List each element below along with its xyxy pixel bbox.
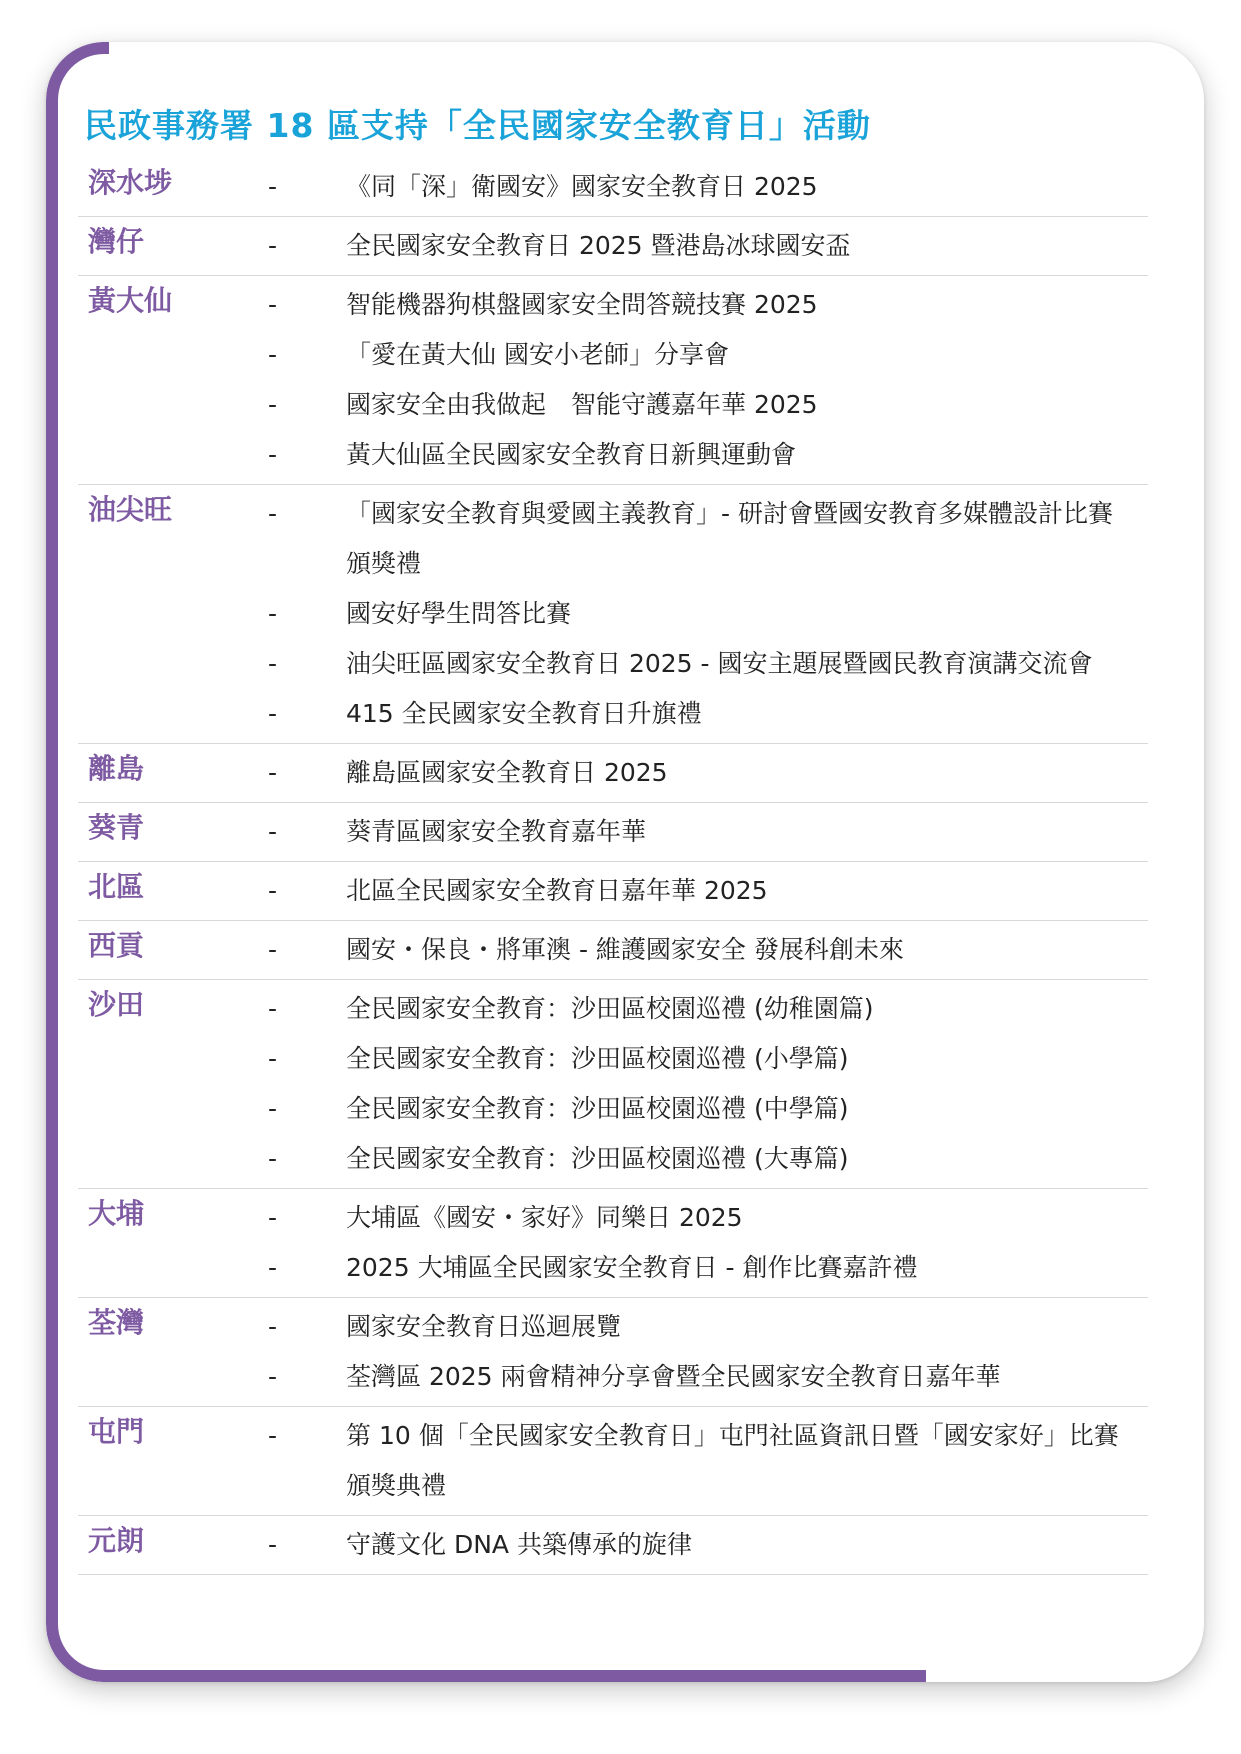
frame-bottom-border	[101, 1670, 926, 1682]
activity-list	[268, 280, 1148, 480]
district-name: 深水埗	[88, 166, 173, 199]
district-name: 灣仔	[88, 225, 145, 258]
district-row	[78, 1407, 1148, 1516]
activity-item	[268, 1193, 1148, 1243]
district-name: 元朗	[88, 1524, 145, 1557]
activity-list	[268, 1193, 1148, 1293]
activity-item	[268, 639, 1148, 689]
activity-text: 國安好學生問答比賽	[346, 599, 572, 628]
activity-text: 大埔區《國安・家好》同樂日 2025	[346, 1203, 743, 1232]
activity-text: 2025 大埔區全民國家安全教育日 - 創作比賽嘉許禮	[346, 1253, 918, 1282]
activity-item	[268, 330, 1148, 380]
activity-list	[268, 1302, 1148, 1402]
activity-text: 智能機器狗棋盤國家安全問答競技賽 2025	[346, 290, 818, 319]
activity-item	[268, 866, 1148, 916]
activity-text: 全民國家安全教育日 2025 暨港島冰球國安盃	[346, 231, 851, 260]
district-row	[78, 1189, 1148, 1298]
district-row	[78, 158, 1148, 217]
district-row	[78, 485, 1148, 744]
district-row	[78, 862, 1148, 921]
activity-item	[268, 1084, 1148, 1134]
district-name: 離島	[88, 752, 145, 785]
list-dash: -	[268, 599, 278, 628]
activity-item	[268, 1243, 1148, 1293]
activity-list	[268, 1520, 1148, 1570]
district-name: 西貢	[88, 929, 145, 962]
activity-item	[268, 984, 1148, 1034]
list-dash: -	[268, 290, 278, 319]
activity-list	[268, 1411, 1148, 1511]
activity-text: 《同「深」衛國安》國家安全教育日 2025	[346, 172, 818, 201]
activity-text: 第 10 個「全民國家安全教育日」屯門社區資訊日暨「國安家好」比賽頒獎典禮	[346, 1421, 1119, 1500]
activity-text: 荃灣區 2025 兩會精神分享會暨全民國家安全教育日嘉年華	[346, 1362, 1001, 1391]
list-dash: -	[268, 1203, 278, 1232]
activity-item	[268, 807, 1148, 857]
activity-text: 國家安全由我做起 智能守護嘉年華 2025	[346, 390, 818, 419]
district-name: 荃灣	[88, 1306, 145, 1339]
activity-item	[268, 1520, 1148, 1570]
district-row	[78, 1298, 1148, 1407]
activity-item	[268, 380, 1148, 430]
list-dash: -	[268, 499, 278, 528]
activity-item	[268, 280, 1148, 330]
list-dash: -	[268, 1421, 278, 1450]
activity-text: 全民國家安全教育：沙田區校園巡禮 (幼稚園篇)	[346, 994, 874, 1023]
district-row	[78, 803, 1148, 862]
activity-list	[268, 866, 1148, 916]
list-dash: -	[268, 1530, 278, 1559]
district-activity-table	[78, 158, 1148, 1575]
activity-list	[268, 221, 1148, 271]
activity-text: 國家安全教育日巡迴展覽	[346, 1312, 622, 1341]
activity-item	[268, 1034, 1148, 1084]
activity-list	[268, 748, 1148, 798]
list-dash: -	[268, 1362, 278, 1391]
district-row	[78, 1516, 1148, 1575]
activity-text: 黃大仙區全民國家安全教育日新興運動會	[346, 440, 797, 469]
list-dash: -	[268, 935, 278, 964]
activity-text: 415 全民國家安全教育日升旗禮	[346, 699, 702, 728]
activity-item	[268, 689, 1148, 739]
activity-text: 全民國家安全教育：沙田區校園巡禮 (大專篇)	[346, 1144, 849, 1173]
activity-item	[268, 162, 1148, 212]
list-dash: -	[268, 1144, 278, 1173]
list-dash: -	[268, 1094, 278, 1123]
activity-item	[268, 1352, 1148, 1402]
list-dash: -	[268, 1044, 278, 1073]
list-dash: -	[268, 172, 278, 201]
list-dash: -	[268, 390, 278, 419]
district-name: 屯門	[88, 1415, 145, 1448]
activity-text: 葵青區國家安全教育嘉年華	[346, 817, 647, 846]
activity-list	[268, 489, 1148, 739]
district-row	[78, 921, 1148, 980]
activity-text: 油尖旺區國家安全教育日 2025 - 國安主題展暨國民教育演講交流會	[346, 649, 1093, 678]
activity-text: 「國家安全教育與愛國主義教育」- 研討會暨國安教育多媒體設計比賽頒獎禮	[346, 499, 1113, 578]
activity-text: 「愛在黃大仙 國安小老師」分享會	[346, 340, 729, 369]
district-name: 油尖旺	[88, 493, 173, 526]
activity-text: 國安・保良・將軍澳 - 維護國家安全 發展科創未來	[346, 935, 904, 964]
page-title: 民政事務署 18 區支持「全民國家安全教育日」活動	[84, 106, 871, 145]
list-dash: -	[268, 340, 278, 369]
district-name: 沙田	[88, 988, 145, 1021]
district-name: 葵青	[88, 811, 145, 844]
activity-text: 守護文化 DNA 共築傳承的旋律	[346, 1530, 692, 1559]
district-name: 大埔	[88, 1197, 145, 1230]
activity-text: 全民國家安全教育：沙田區校園巡禮 (小學篇)	[346, 1044, 849, 1073]
district-name: 北區	[88, 870, 145, 903]
list-dash: -	[268, 758, 278, 787]
activity-item	[268, 748, 1148, 798]
list-dash: -	[268, 440, 278, 469]
activity-item	[268, 1134, 1148, 1184]
activity-list	[268, 925, 1148, 975]
activity-item	[268, 1302, 1148, 1352]
list-dash: -	[268, 231, 278, 260]
activity-list	[268, 807, 1148, 857]
activity-item	[268, 489, 1148, 589]
activity-text: 北區全民國家安全教育日嘉年華 2025	[346, 876, 768, 905]
frame-top-accent	[101, 42, 109, 54]
list-dash: -	[268, 1253, 278, 1282]
district-row	[78, 980, 1148, 1189]
activity-item	[268, 1411, 1148, 1511]
list-dash: -	[268, 699, 278, 728]
activity-list	[268, 162, 1148, 212]
activity-text: 離島區國家安全教育日 2025	[346, 758, 668, 787]
activity-list	[268, 984, 1148, 1184]
activity-item	[268, 430, 1148, 480]
activity-text: 全民國家安全教育：沙田區校園巡禮 (中學篇)	[346, 1094, 849, 1123]
district-row	[78, 217, 1148, 276]
list-dash: -	[268, 994, 278, 1023]
list-dash: -	[268, 649, 278, 678]
activity-item	[268, 925, 1148, 975]
district-name: 黃大仙	[88, 284, 173, 317]
district-row	[78, 744, 1148, 803]
list-dash: -	[268, 817, 278, 846]
list-dash: -	[268, 1312, 278, 1341]
district-row	[78, 276, 1148, 485]
activity-item	[268, 221, 1148, 271]
list-dash: -	[268, 876, 278, 905]
activity-item	[268, 589, 1148, 639]
